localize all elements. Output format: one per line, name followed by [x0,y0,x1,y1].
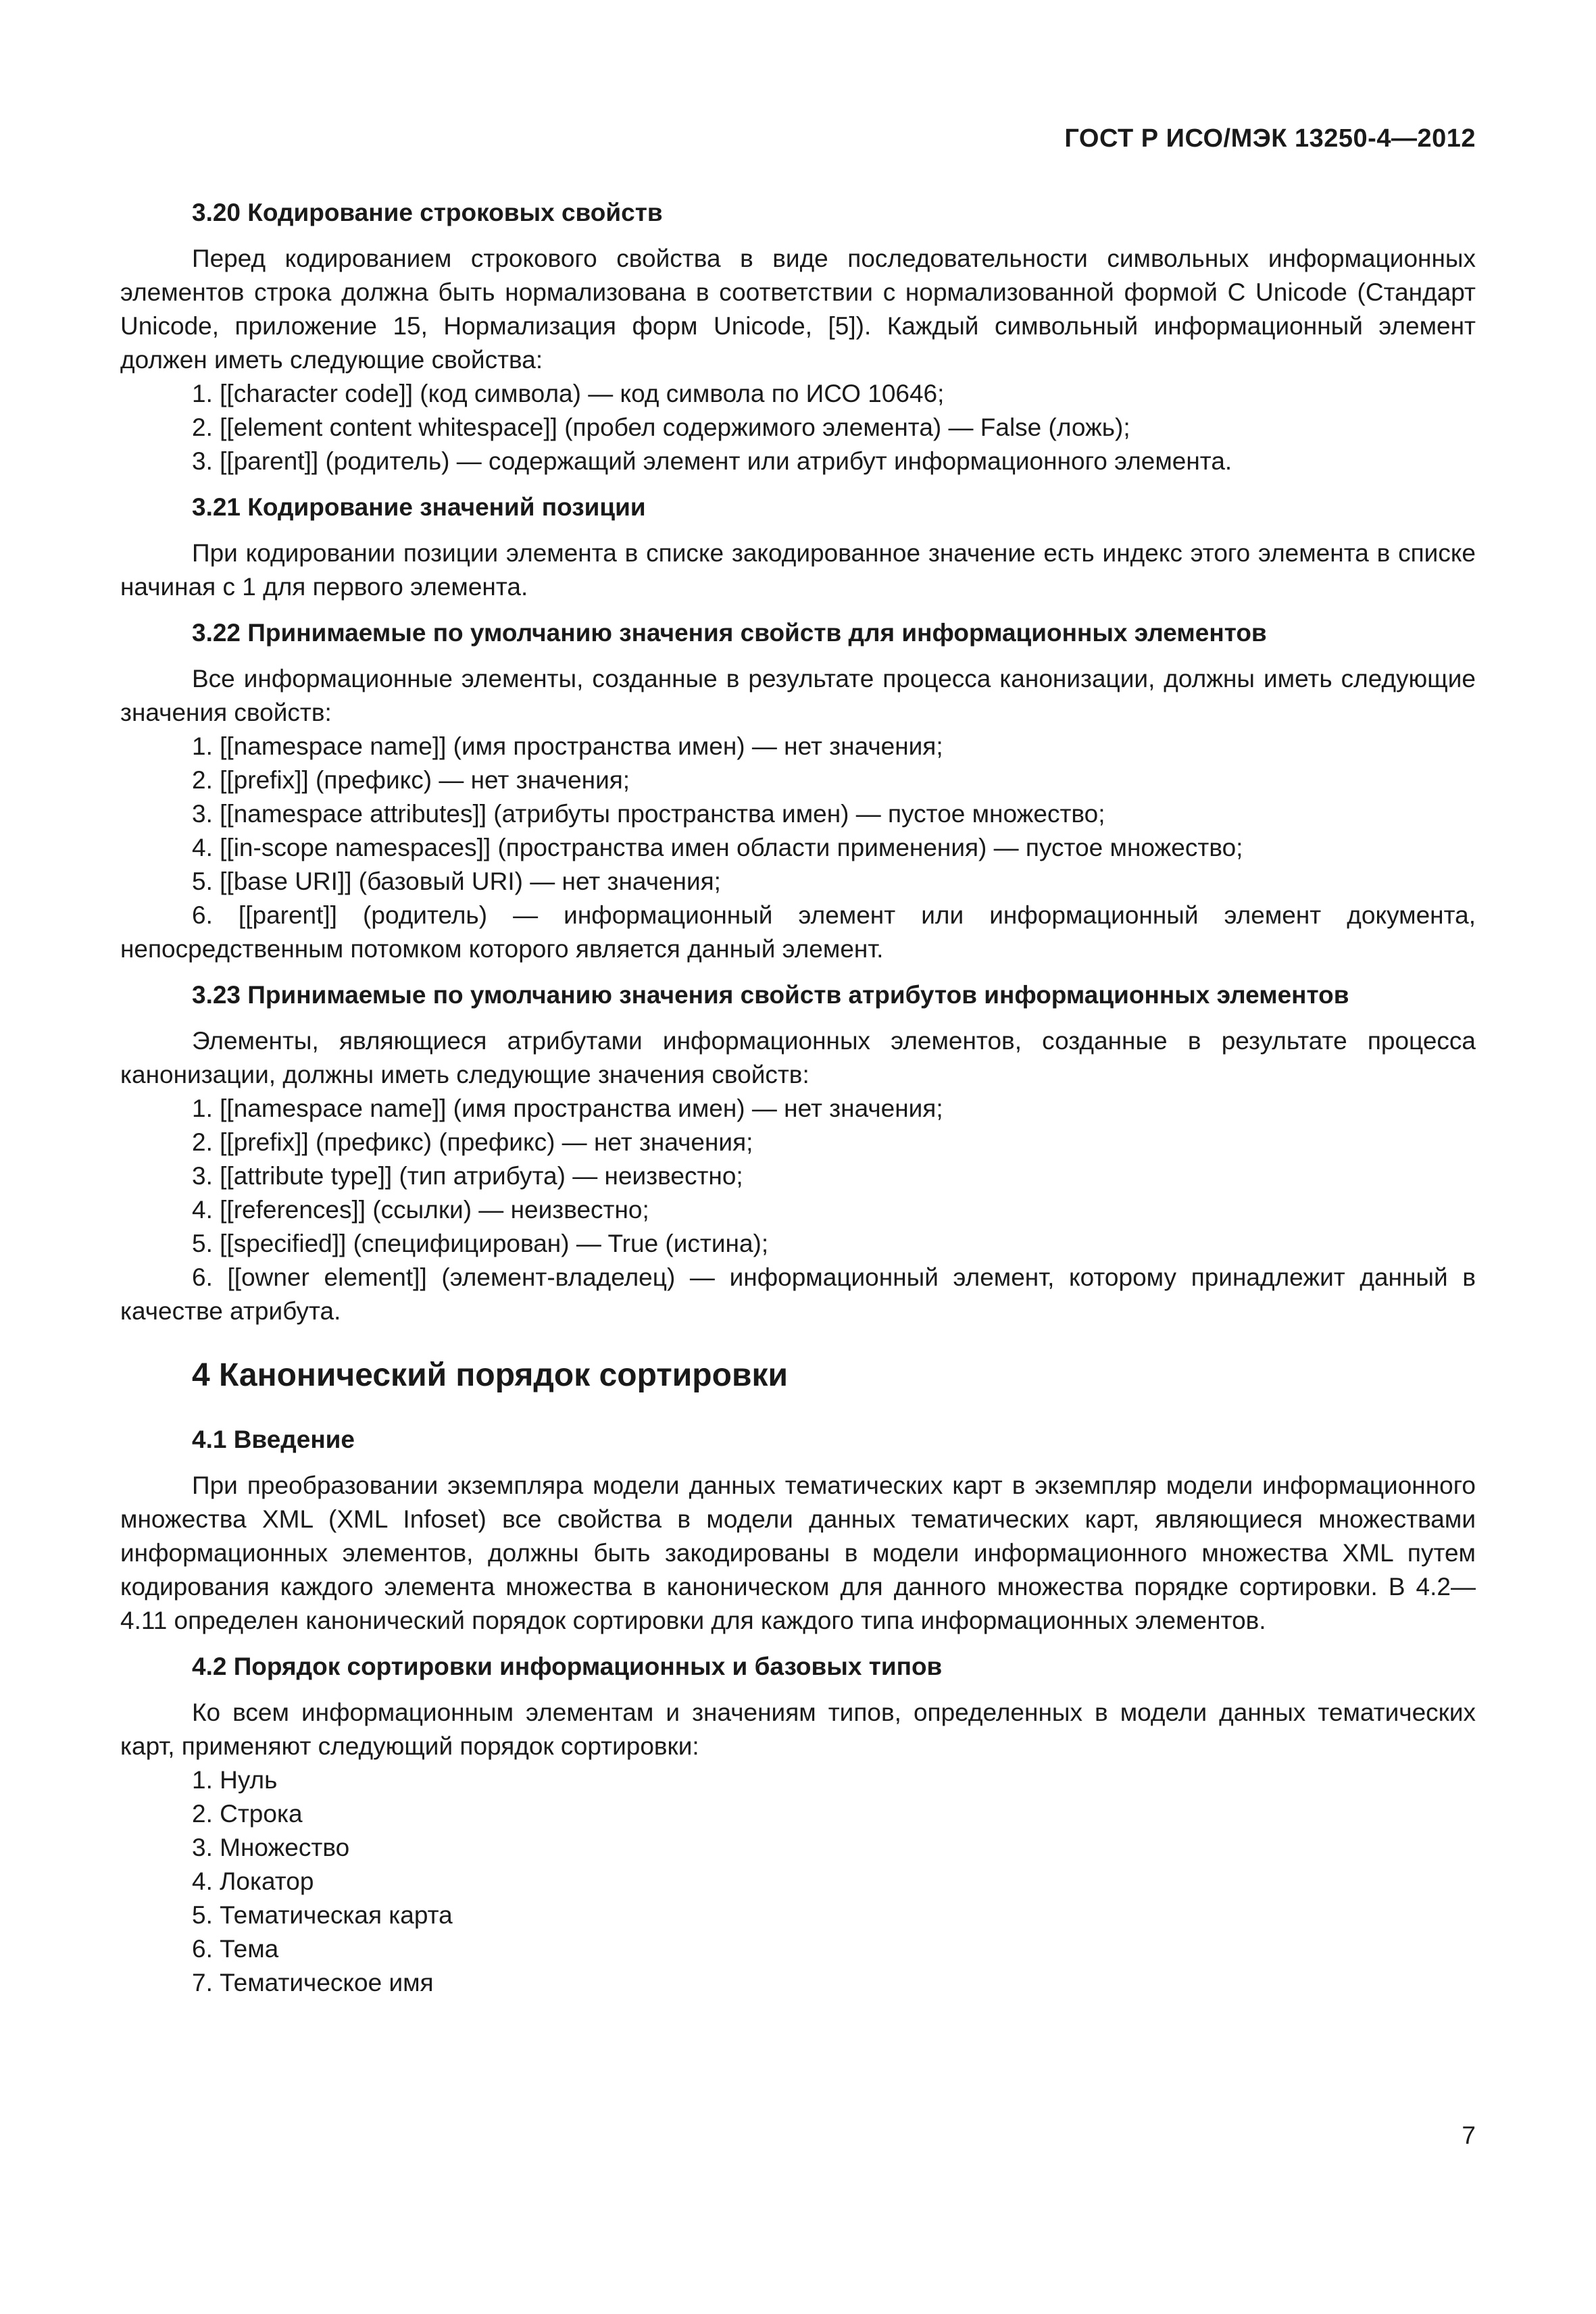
page-content [120,196,1476,2000]
list-item: 4. [[references]] (ссылки) — неизвестно; [192,1196,649,1224]
list-item: 2. Строка [192,1800,303,1828]
section-paragraph-4-2: Ко всем информационным элементам и значениям типов, определенных в модели данных тематических карт, применяют следующий порядок сортировки: [120,1699,1476,1760]
property-list-3-22 [120,730,1476,966]
chapter-heading-4: 4 Канонический порядок сортировки [192,1357,788,1393]
list-item: 4. Локатор [192,1867,314,1895]
property-list-3-23 [120,1092,1476,1328]
list-item: 1. [[namespace name]] (имя пространства имен) — нет значения; [192,732,943,760]
section-heading-4-1: 4.1 Введение [192,1426,355,1453]
list-item: 6. [[parent]] (родитель) — информационный элемент или информационный элемент документа, непосредственным потомком которого является данный элемент. [120,901,1476,963]
list-item: 5. [[base URI]] (базовый URI) — нет значения; [192,867,721,895]
list-item: 2. [[element content whitespace]] (пробел содержимого элемента) — False (ложь); [192,413,1130,441]
sort-order-list-4-2 [120,1763,1476,2000]
list-item: 3. [[attribute type]] (тип атрибута) — неизвестно; [192,1162,743,1190]
list-item: 5. [[specified]] (специфицирован) — True (истина); [192,1230,769,1257]
list-item: 1. Нуль [192,1766,278,1794]
page-number: 7 [1462,2121,1476,2149]
section-heading-4-2: 4.2 Порядок сортировки информационных и базовых типов [192,1653,943,1680]
list-item: 1. [[namespace name]] (имя пространства имен) — нет значения; [192,1095,943,1122]
section-paragraph-3-20: Перед кодированием строкового свойства в виде последовательности символьных информационных элементов строка должна быть нормализована в соответствии с нормализованной формой С Unicode (Стандарт Unicode, приложение 15, Нормализация форм Unicode, [5]). Каждый символьный информационный элемент должен иметь следующие свойства: [120,245,1476,374]
section-paragraph-4-1: При преобразовании экземпляра модели данных тематических карт в экземпляр модели информационного множества XML (XML Infoset) все свойства в модели данных тематических карт, являющиеся множествами информационных элементов, должны быть закодированы в модели информационного множества XML путем кодирования каждого элемента множества в каноническом для данного множества порядке сортировки. В 4.2—4.11 определен канонический порядок сортировки для каждого типа информационных элементов. [120,1472,1476,1634]
running-header: ГОСТ Р ИСО/МЭК 13250-4—2012 [1064,124,1476,153]
list-item: 2. [[prefix]] (префикс) — нет значения; [192,766,630,794]
section-heading-3-22: 3.22 Принимаемые по умолчанию значения свойств для информационных элементов [192,619,1267,647]
property-list-3-20 [120,377,1476,478]
section-paragraph-3-22: Все информационные элементы, созданные в результате процесса канонизации, должны иметь следующие значения свойств: [120,665,1476,726]
list-item: 3. [[parent]] (родитель) — содержащий элемент или атрибут информационного элемента. [192,447,1232,475]
section-heading-3-21: 3.21 Кодирование значений позиции [192,493,646,521]
section-paragraph-3-21: При кодировании позиции элемента в списке закодированное значение есть индекс этого элемента в списке начиная с 1 для первого элемента. [120,539,1476,601]
list-item: 6. Тема [192,1935,279,1963]
list-item: 4. [[in-scope namespaces]] (пространства имен области применения) — пустое множество; [192,834,1243,861]
list-item: 7. Тематическое имя [192,1969,434,1996]
list-item: 2. [[prefix]] (префикс) (префикс) — нет значения; [192,1128,753,1156]
list-item: 3. [[namespace attributes]] (атрибуты пространства имен) — пустое множество; [192,800,1105,828]
list-item: 1. [[character code]] (код символа) — код символа по ИСО 10646; [192,380,945,407]
section-heading-3-20: 3.20 Кодирование строковых свойств [192,199,663,226]
list-item: 5. Тематическая карта [192,1901,453,1929]
section-paragraph-3-23: Элементы, являющиеся атрибутами информационных элементов, созданные в результате процесса канонизации, должны иметь следующие значения свойств: [120,1027,1476,1088]
list-item: 6. [[owner element]] (элемент-владелец) — информационный элемент, которому принадлежит данный в качестве атрибута. [120,1263,1476,1325]
section-heading-3-23: 3.23 Принимаемые по умолчанию значения свойств атрибутов информационных элементов [192,981,1349,1009]
list-item: 3. Множество [192,1834,350,1861]
